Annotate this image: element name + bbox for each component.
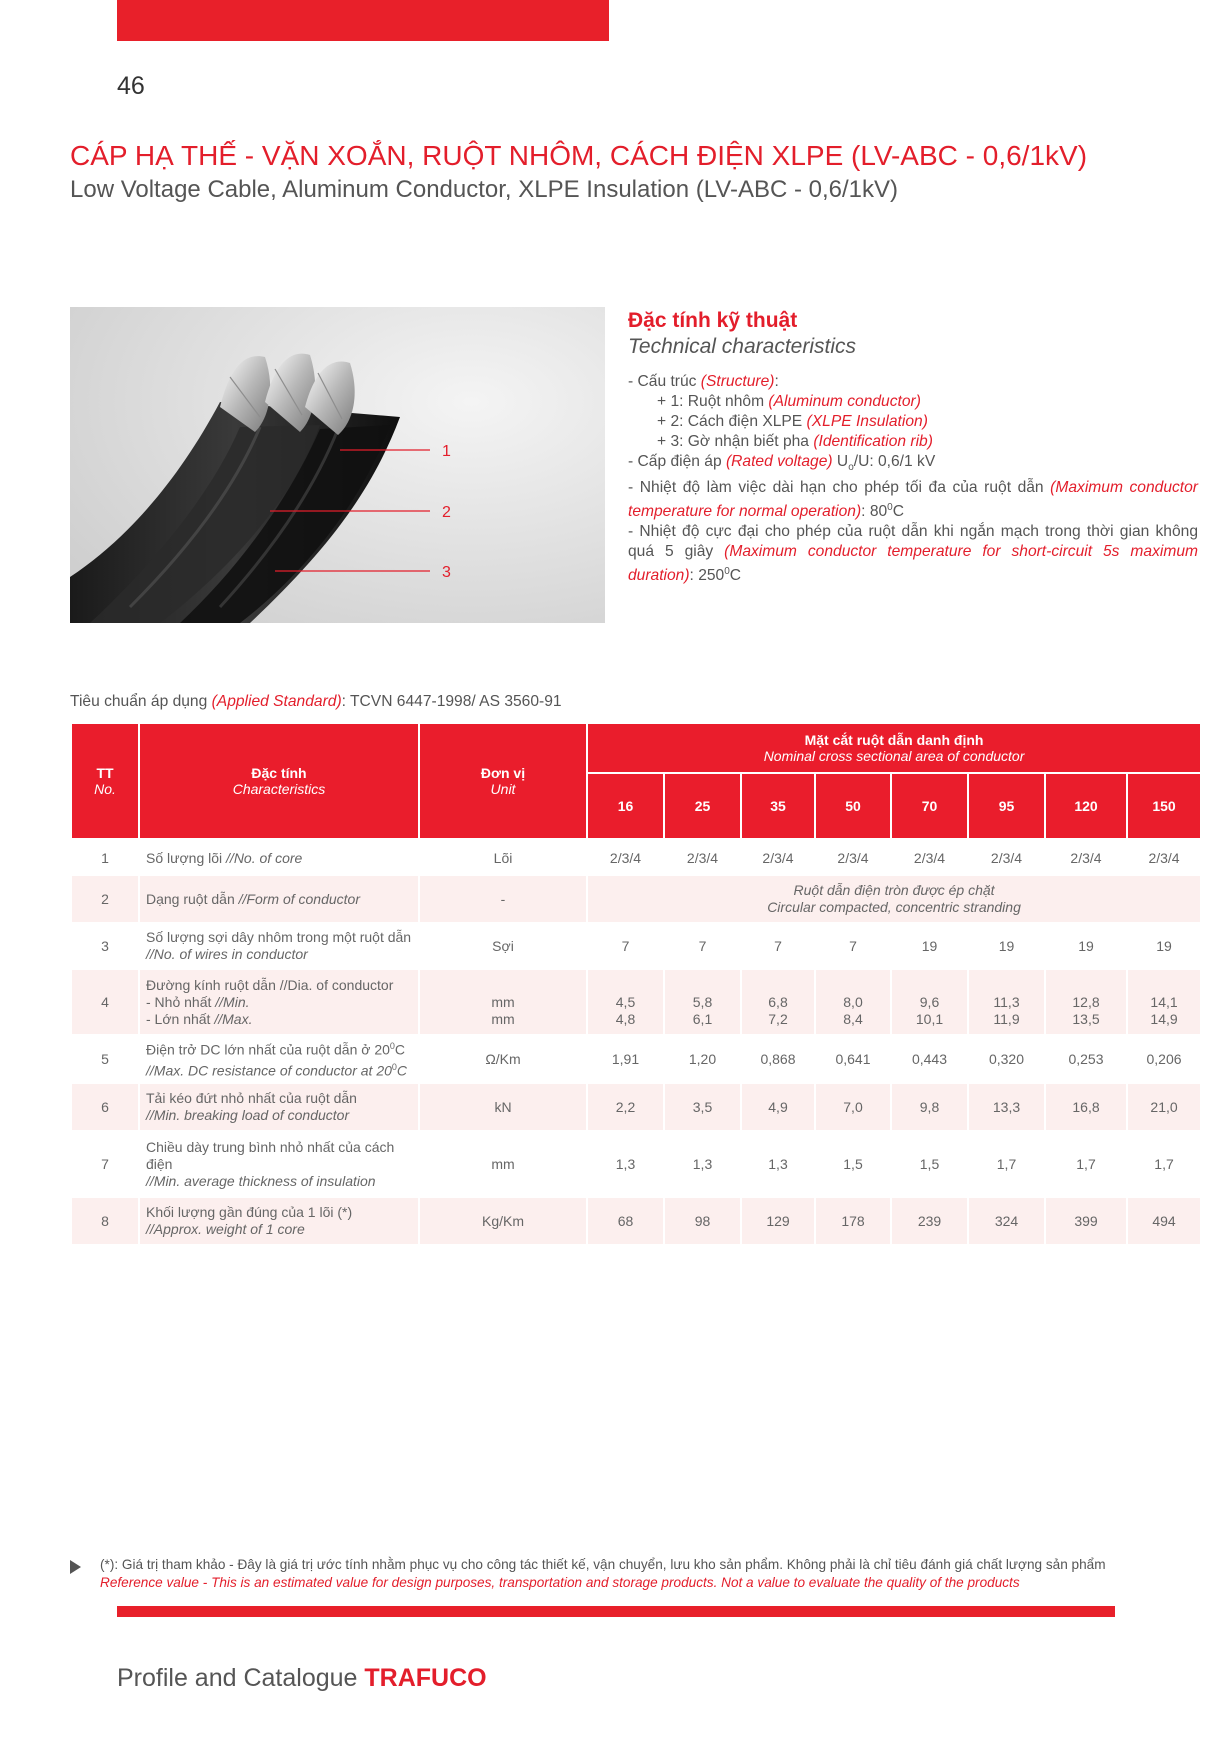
row-no: 7 bbox=[101, 1155, 109, 1172]
callout-3: 3 bbox=[442, 564, 451, 581]
cell-value: 2/3/4 bbox=[609, 849, 642, 866]
voltage-value: /U: 0,6/1 kV bbox=[853, 453, 936, 470]
max-value: 10,1 bbox=[915, 1011, 944, 1027]
cell-value: 1,7 bbox=[1154, 1155, 1174, 1172]
char-vn: Tải kéo đứt nhỏ nhất của ruột dẫn bbox=[146, 1090, 357, 1106]
row-no: 6 bbox=[72, 1084, 138, 1130]
max-value: 11,9 bbox=[993, 1011, 1020, 1027]
cell-value: 19 bbox=[1078, 937, 1094, 954]
cell-value: 0,320 bbox=[988, 1050, 1025, 1067]
unit-min: mm bbox=[491, 994, 515, 1010]
page-title-en: Low Voltage Cable, Aluminum Conductor, XLPE Insulation (LV-ABC - 0,6/1kV) bbox=[70, 176, 898, 203]
max-en: //Max. bbox=[214, 1010, 253, 1027]
table-row bbox=[72, 876, 1200, 922]
cell-value: 19 bbox=[998, 937, 1015, 954]
cell-value bbox=[665, 970, 740, 1034]
cell-value: 1,3 bbox=[692, 1155, 713, 1172]
cell-value: 2/3/4 bbox=[837, 849, 869, 866]
row-unit: mm bbox=[491, 1155, 515, 1172]
cell-value: 2,2 bbox=[588, 1084, 663, 1130]
cell-value: 2/3/4 bbox=[990, 849, 1023, 866]
cell-value: 2/3/4 bbox=[686, 849, 719, 866]
cell-value: 1,3 bbox=[768, 1155, 788, 1172]
sc-degree: 0 bbox=[724, 566, 730, 578]
cell-value: 399 bbox=[1046, 1198, 1126, 1244]
row-characteristic bbox=[140, 840, 418, 876]
cell-value: 0,641 bbox=[835, 1050, 871, 1067]
cell-value: 9,8 bbox=[892, 1084, 967, 1130]
cell-value: 1,3 bbox=[615, 1155, 636, 1172]
cell-value: 2/3/4 bbox=[913, 849, 946, 866]
footer-prefix: Profile and Catalogue bbox=[117, 1664, 365, 1692]
spec-table bbox=[70, 724, 1202, 1244]
row-characteristic bbox=[140, 1198, 418, 1244]
voltage-en: (Rated voltage) bbox=[725, 453, 833, 470]
tech-heading-en: Technical characteristics bbox=[628, 335, 856, 358]
page-title-vn: CÁP HẠ THẾ - VẶN XOẮN, RUỘT NHÔM, CÁCH ĐIỆN XLPE (LV-ABC - 0,6/1kV) bbox=[70, 140, 1088, 171]
cell-value bbox=[816, 970, 890, 1034]
min-value: 5,8 bbox=[692, 994, 713, 1010]
item3-en: (Identification rib) bbox=[813, 433, 933, 450]
cell-value: 7,0 bbox=[816, 1084, 890, 1130]
row-no: 5 bbox=[101, 1050, 109, 1067]
header-no-vn: TT bbox=[96, 765, 114, 781]
structure-item-2 bbox=[628, 412, 1198, 432]
size-95: 95 bbox=[969, 774, 1044, 838]
cell-value bbox=[892, 970, 967, 1034]
max-value: 7,2 bbox=[768, 1011, 788, 1027]
voltage-vn: - Cấp điện áp bbox=[628, 453, 726, 470]
technical-characteristics bbox=[628, 308, 1198, 586]
size-70: 70 bbox=[892, 774, 967, 838]
cell-value: 21,0 bbox=[1128, 1084, 1200, 1130]
cell-value bbox=[742, 970, 814, 1034]
celsius: C bbox=[396, 1062, 408, 1079]
char-vn: Chiều dày trung bình nhỏ nhất của cách điện bbox=[146, 1138, 395, 1172]
max-value: 8,4 bbox=[843, 1011, 863, 1027]
cell-value: 1,7 bbox=[996, 1155, 1017, 1172]
cell-value: 19 bbox=[921, 937, 938, 954]
min-value: 14,1 bbox=[1150, 994, 1178, 1010]
structure-en: (Structure) bbox=[700, 373, 775, 390]
top-accent-bar bbox=[117, 0, 609, 41]
structure-colon: : bbox=[774, 373, 779, 390]
table-row bbox=[72, 922, 1200, 970]
row-characteristic bbox=[140, 1130, 418, 1198]
row-characteristic bbox=[140, 876, 418, 922]
row-characteristic bbox=[140, 1084, 418, 1130]
char-vn: Số lượng lõi bbox=[146, 849, 227, 866]
header-area-en: Nominal cross sectional area of conductor bbox=[763, 748, 1025, 764]
max-value: 13,5 bbox=[1072, 1011, 1100, 1027]
item2-vn: + 2: Cách điện XLPE bbox=[657, 413, 807, 430]
merged-en: Circular compacted, concentric stranding bbox=[767, 899, 1021, 915]
tech-heading-vn: Đặc tính kỹ thuật bbox=[628, 309, 798, 332]
row-unit: - bbox=[420, 876, 586, 922]
sc-vn: - Nhiệt độ cực đại cho phép của ruột dẫn khi ngắn mạch trong thời gian không quá 5 giây bbox=[628, 523, 1198, 561]
char-vn: Đường kính ruột dẫn //Dia. of conductor bbox=[146, 976, 394, 993]
char-en: //Min. breaking load of conductor bbox=[146, 1107, 350, 1123]
structure-line bbox=[628, 372, 1198, 392]
cell-value: 178 bbox=[816, 1198, 890, 1244]
char-en: //Form of conductor bbox=[238, 890, 361, 907]
header-no bbox=[72, 724, 138, 838]
cell-value: 4,9 bbox=[742, 1084, 814, 1130]
cell-value: 19 bbox=[1156, 937, 1172, 954]
footnote-vn: (*): Giá trị tham khảo - Đây là giá trị ước tính nhằm phục vụ cho công tác thiết kế, vận chuyển, lưu kho sản phẩm. Không phải là chỉ tiêu đánh giá chất lượng sản phẩm bbox=[100, 1557, 1106, 1572]
table-row bbox=[72, 1130, 1200, 1198]
merged-value bbox=[588, 876, 1200, 922]
row-unit: Kg/Km bbox=[420, 1198, 586, 1244]
cell-value: 239 bbox=[892, 1198, 967, 1244]
table-row bbox=[72, 970, 1200, 1034]
min-en: //Min. bbox=[215, 993, 250, 1010]
min-value: 9,6 bbox=[919, 994, 940, 1010]
size-16: 16 bbox=[588, 774, 663, 838]
table-row bbox=[72, 1084, 1200, 1130]
cell-value: 129 bbox=[742, 1198, 814, 1244]
min-value: 8,0 bbox=[843, 994, 863, 1010]
row-unit bbox=[420, 970, 586, 1034]
cell-value: 7 bbox=[698, 937, 707, 954]
row-characteristic bbox=[140, 970, 418, 1034]
degree: 0 bbox=[391, 1062, 397, 1072]
short-circuit-temp-line bbox=[628, 522, 1198, 586]
structure-vn: - Cấu trúc bbox=[628, 373, 701, 390]
char-en: //No. of wires in conductor bbox=[146, 946, 308, 962]
bottom-accent-bar bbox=[117, 1606, 1115, 1617]
cell-value: 1,7 bbox=[1076, 1155, 1096, 1172]
callout-1: 1 bbox=[442, 443, 451, 460]
char-en: //No. of core bbox=[226, 849, 303, 866]
row-no: 2 bbox=[72, 876, 138, 922]
row-unit: Sợi bbox=[492, 937, 514, 954]
cell-value: 1,91 bbox=[611, 1050, 640, 1067]
cell-value: 2/3/4 bbox=[1148, 849, 1180, 866]
cell-value bbox=[1128, 970, 1200, 1034]
size-150: 150 bbox=[1128, 774, 1200, 838]
cell-value: 2/3/4 bbox=[1070, 849, 1102, 866]
sc-en: (Maximum conductor temperature for short-circuit 5s maximum duration) bbox=[628, 543, 1198, 585]
cell-value: 13,3 bbox=[969, 1084, 1044, 1130]
cell-value: 0,253 bbox=[1068, 1050, 1104, 1067]
cell-value: 0,206 bbox=[1146, 1050, 1182, 1067]
char-vn: Điện trở DC lớn nhất của ruột dẫn ở 20 bbox=[146, 1042, 390, 1058]
row-unit: Lõi bbox=[493, 849, 513, 866]
standard-value: : TCVN 6447-1998/ AS 3560-91 bbox=[341, 693, 562, 710]
temp-value: : 80 bbox=[861, 503, 888, 521]
temp-en: (Maximum conductor temperature for normal operation) bbox=[628, 479, 1198, 521]
cell-value: 494 bbox=[1128, 1198, 1200, 1244]
char-en: //Min. average thickness of insulation bbox=[146, 1172, 376, 1189]
row-no: 1 bbox=[101, 849, 109, 866]
char-vn: Dạng ruột dẫn bbox=[146, 890, 239, 907]
footer-brand: TRAFUCO bbox=[364, 1664, 487, 1692]
temp-degree: 0 bbox=[887, 502, 893, 514]
footer bbox=[117, 1664, 487, 1693]
cell-value bbox=[969, 970, 1044, 1034]
cell-value: 98 bbox=[665, 1198, 740, 1244]
item1-en: (Aluminum conductor) bbox=[768, 393, 921, 410]
max-value: 6,1 bbox=[692, 1011, 713, 1027]
celsius: C bbox=[394, 1042, 406, 1058]
row-no: 8 bbox=[72, 1198, 138, 1244]
size-50: 50 bbox=[816, 774, 890, 838]
header-characteristics bbox=[140, 724, 418, 838]
cell-value: 2/3/4 bbox=[762, 849, 794, 866]
applied-standard bbox=[70, 693, 562, 711]
row-characteristic bbox=[140, 922, 418, 970]
min-vn: - Nhỏ nhất bbox=[146, 993, 216, 1010]
voltage-u: U bbox=[832, 453, 849, 470]
normal-temp-line bbox=[628, 478, 1198, 522]
size-120: 120 bbox=[1046, 774, 1126, 838]
structure-item-3 bbox=[628, 432, 1198, 452]
char-vn: Khối lượng gần đúng của 1 lõi (*) bbox=[146, 1204, 353, 1220]
size-35: 35 bbox=[742, 774, 814, 838]
cell-value: 1,5 bbox=[919, 1155, 940, 1172]
cable-photo bbox=[70, 307, 605, 623]
row-unit: Ω/Km bbox=[485, 1050, 521, 1067]
item1-vn: + 1: Ruột nhôm bbox=[657, 393, 769, 410]
temp-unit: C bbox=[892, 503, 904, 521]
header-unit-vn: Đơn vị bbox=[480, 765, 526, 781]
min-value: 12,8 bbox=[1072, 994, 1100, 1010]
rated-voltage-line bbox=[628, 452, 1198, 478]
cable-illustration bbox=[70, 307, 605, 623]
cell-value: 1,5 bbox=[843, 1155, 863, 1172]
table-row bbox=[72, 840, 1200, 876]
cell-value bbox=[588, 970, 663, 1034]
cell-value: 7 bbox=[621, 937, 630, 954]
header-unit bbox=[420, 724, 586, 838]
row-no: 3 bbox=[101, 937, 109, 954]
header-unit-en: Unit bbox=[490, 781, 516, 797]
unit-max: mm bbox=[491, 1011, 515, 1027]
max-value: 4,8 bbox=[615, 1011, 636, 1027]
header-char-vn: Đặc tính bbox=[251, 765, 307, 781]
cell-value: 7 bbox=[774, 937, 782, 954]
min-value: 4,5 bbox=[615, 994, 636, 1010]
cell-value: 0,868 bbox=[760, 1050, 796, 1067]
sc-value: : 250 bbox=[689, 567, 725, 585]
item3-vn: + 3: Gờ nhận biết pha bbox=[657, 433, 814, 450]
header-no-en: No. bbox=[94, 781, 116, 797]
merged-vn: Ruột dẫn điện tròn được ép chặt bbox=[793, 882, 995, 898]
cell-value: 16,8 bbox=[1046, 1084, 1126, 1130]
char-vn: Số lượng sợi dây nhôm trong một ruột dẫn bbox=[146, 929, 412, 945]
structure-item-1 bbox=[628, 392, 1198, 412]
max-value: 14,9 bbox=[1150, 1011, 1178, 1027]
standard-label-vn: Tiêu chuẩn áp dụng bbox=[70, 693, 212, 710]
cell-value: 0,443 bbox=[911, 1050, 948, 1067]
table-row bbox=[72, 1198, 1200, 1244]
page-number: 46 bbox=[117, 72, 145, 100]
header-cross-section bbox=[588, 724, 1200, 774]
callout-2: 2 bbox=[442, 504, 451, 521]
char-en: //Approx. weight of 1 core bbox=[146, 1221, 305, 1237]
cell-value: 324 bbox=[969, 1198, 1044, 1244]
char-en: //Max. DC resistance of conductor at 20 bbox=[146, 1062, 392, 1079]
cell-value: 68 bbox=[588, 1198, 663, 1244]
sc-unit: C bbox=[729, 567, 742, 585]
footnote-en: Reference value - This is an estimated value for design purposes, transportation and storage products. Not a value to evaluate the quality of the products bbox=[100, 1575, 1020, 1590]
min-value: 6,8 bbox=[768, 994, 788, 1010]
header-char-en: Characteristics bbox=[232, 781, 326, 797]
cell-value: 3,5 bbox=[665, 1084, 740, 1130]
header-area-vn: Mặt cắt ruột dẫn danh định bbox=[804, 732, 984, 748]
cell-value: 7 bbox=[849, 937, 857, 954]
cell-value bbox=[1046, 970, 1126, 1034]
table-row bbox=[72, 1034, 1200, 1084]
cell-value: 1,20 bbox=[688, 1050, 717, 1067]
size-25: 25 bbox=[665, 774, 740, 838]
max-vn: - Lớn nhất bbox=[146, 1010, 215, 1027]
degree: 0 bbox=[389, 1041, 395, 1052]
item2-en: (XLPE Insulation) bbox=[806, 413, 928, 430]
row-unit: kN bbox=[420, 1084, 586, 1130]
note-arrow-icon bbox=[70, 1560, 81, 1574]
row-no: 4 bbox=[72, 970, 138, 1034]
row-characteristic bbox=[140, 1034, 418, 1084]
voltage-sub: o bbox=[848, 462, 854, 474]
min-value: 11,3 bbox=[993, 994, 1020, 1010]
standard-label-en: (Applied Standard) bbox=[211, 693, 342, 710]
temp-vn: - Nhiệt độ làm việc dài hạn cho phép tối đa của ruột dẫn bbox=[628, 479, 1051, 497]
